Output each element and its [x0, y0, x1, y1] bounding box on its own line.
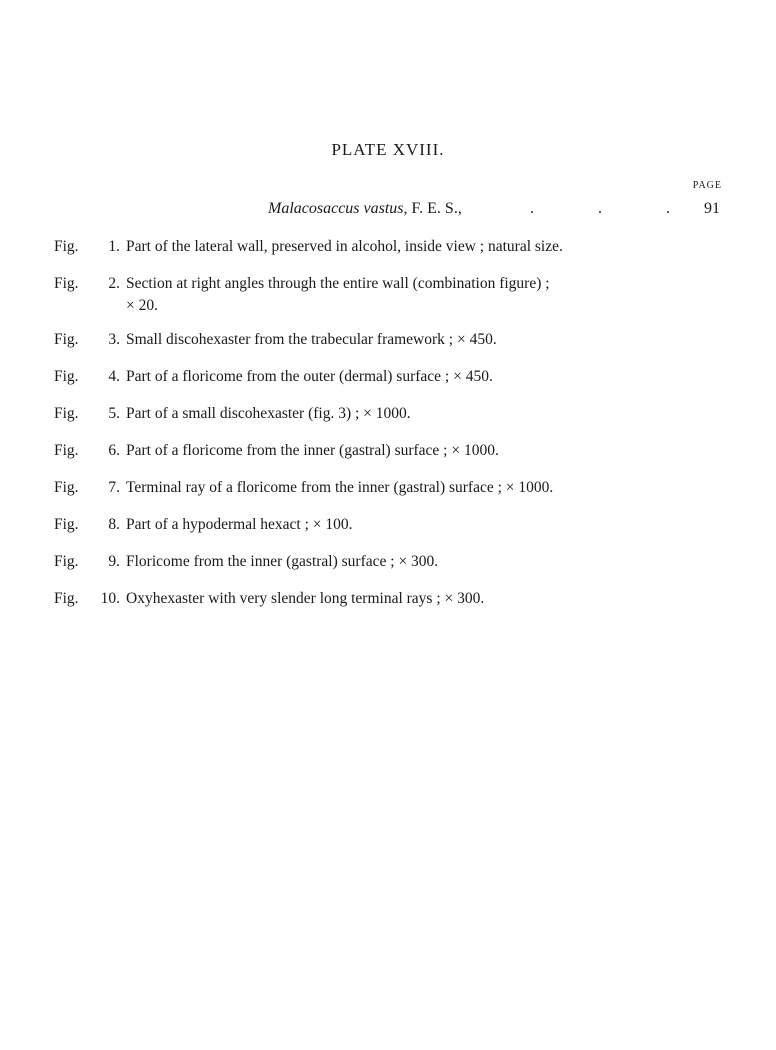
leader-dot: . [666, 200, 670, 217]
figure-item [54, 514, 734, 536]
figure-label: Fig. [54, 238, 79, 255]
figure-description-block [126, 273, 734, 317]
species-entry [0, 200, 776, 222]
figure-item [54, 329, 734, 351]
page-column-label: PAGE [692, 180, 722, 191]
figure-number: 3. [108, 331, 120, 348]
species-binomial: Malacosaccus vastus [268, 200, 404, 217]
figure-item [54, 236, 734, 258]
figure-description: Part of a hypodermal hexact ; × 100. [126, 516, 353, 533]
figure-number: 1. [108, 238, 120, 255]
figure-label: Fig. [54, 275, 79, 292]
figure-description: Part of a small discohexaster (fig. 3) ; × 1000. [126, 405, 411, 422]
figure-label: Fig. [54, 331, 79, 348]
figure-description: Floricome from the inner (gastral) surface ; × 300. [126, 553, 439, 570]
figure-label: Fig. [54, 516, 79, 533]
leader-dot: . [530, 200, 534, 217]
figure-number: 4. [108, 368, 120, 385]
species-authority: , F. E. S., [403, 200, 462, 217]
figure-number: 10. [100, 590, 120, 607]
figure-item [54, 403, 734, 425]
figure-list [54, 236, 734, 625]
figure-label: Fig. [54, 368, 79, 385]
figure-description: Part of a floricome from the inner (gastral) surface ; × 1000. [126, 442, 499, 459]
figure-label: Fig. [54, 553, 79, 570]
species-page-number: 91 [704, 200, 720, 217]
figure-number: 5. [108, 405, 120, 422]
figure-description: Oxyhexaster with very slender long terminal rays ; × 300. [126, 590, 485, 607]
figure-label: Fig. [54, 479, 79, 496]
figure-number: 7. [108, 479, 120, 496]
figure-number: 2. [108, 275, 120, 292]
figure-description: Small discohexaster from the trabecular framework ; × 450. [126, 331, 497, 348]
plate-title: PLATE XVIII. [331, 140, 445, 159]
figure-label: Fig. [54, 590, 79, 607]
figure-description-continued: × 20. [126, 297, 158, 314]
figure-label: Fig. [54, 405, 79, 422]
leader-dots [530, 200, 670, 218]
figure-description: Section at right angles through the entire wall (combination figure) ; [126, 275, 550, 292]
figure-number: 8. [108, 516, 120, 533]
figure-label: Fig. [54, 442, 79, 459]
figure-description: Part of the lateral wall, preserved in alcohol, inside view ; natural size. [126, 238, 563, 255]
figure-item [54, 588, 734, 610]
figure-item [54, 440, 734, 462]
species-heading [268, 200, 462, 218]
figure-item [54, 366, 734, 388]
figure-description: Terminal ray of a floricome from the inner (gastral) surface ; × 1000. [126, 479, 554, 496]
figure-item [54, 551, 734, 573]
leader-dot: . [598, 200, 602, 217]
figure-item [54, 273, 734, 317]
figure-description: Part of a floricome from the outer (dermal) surface ; × 450. [126, 368, 493, 385]
figure-item [54, 477, 734, 499]
figure-number: 9. [108, 553, 120, 570]
figure-number: 6. [108, 442, 120, 459]
